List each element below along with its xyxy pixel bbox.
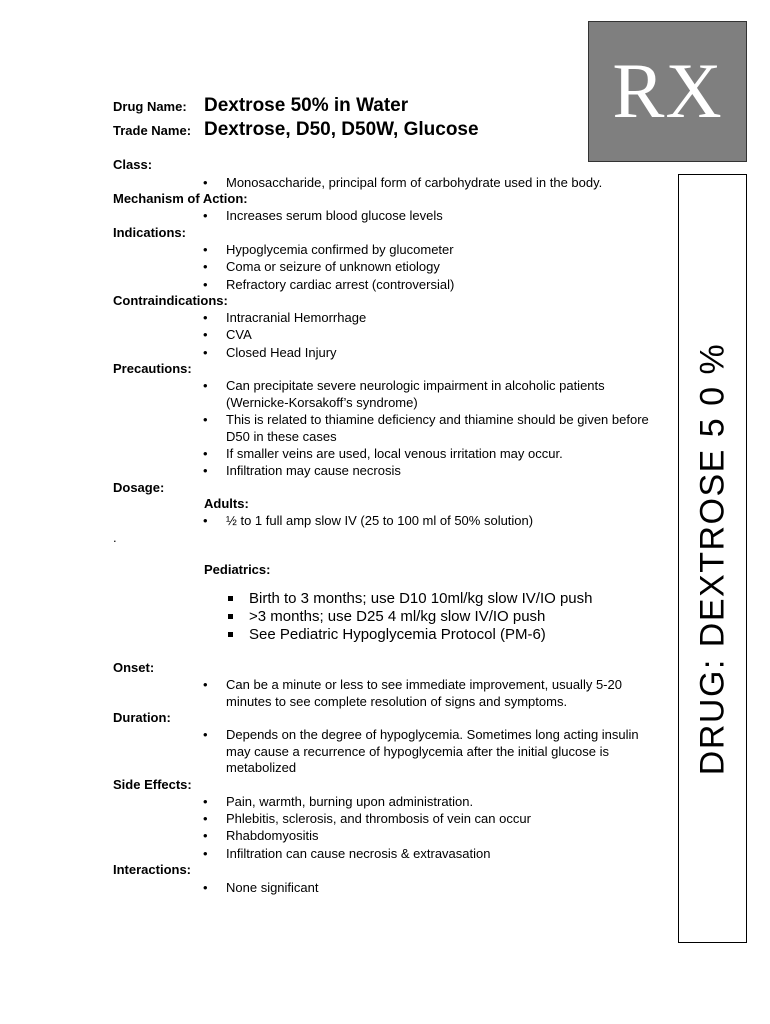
list-item: • None significant (226, 880, 656, 897)
list-item: • Monosaccharide, principal form of carbohydrate used in the body. (226, 175, 656, 192)
section-side-effects-title: Side Effects: (113, 777, 192, 792)
list-item: • CVA (226, 327, 656, 344)
list-item: • This is related to thiamine deficiency and thiamine should be given before D50 in these cases (226, 412, 656, 445)
section-indications-title: Indications: (113, 225, 186, 240)
section-onset-title: Onset: (113, 660, 155, 675)
rx-badge (588, 21, 747, 162)
section-class-title: Class: (113, 157, 153, 172)
section-mechanism-title: Mechanism of Action: (113, 191, 248, 206)
list-item: • Closed Head Injury (226, 345, 656, 362)
list-item: • Infiltration may cause necrosis (226, 463, 656, 480)
section-dosage-title: Dosage: (113, 480, 165, 495)
side-label-box (678, 174, 747, 943)
list-item: • Intracranial Hemorrhage (226, 310, 656, 327)
list-item: >3 months; use D25 4 ml/kg slow IV/IO push (249, 608, 679, 626)
list-item: • ½ to 1 full amp slow IV (25 to 100 ml of 50% solution) (226, 513, 656, 530)
trade-name: Dextrose, D50, D50W, Glucose (204, 119, 479, 140)
list-item: • If smaller veins are used, local venous irritation may occur. (226, 446, 656, 463)
list-item: See Pediatric Hypoglycemia Protocol (PM-6) (249, 626, 679, 644)
adults-label: Adults: (204, 496, 249, 511)
list-item: • Refractory cardiac arrest (controversial) (226, 277, 656, 294)
drug-name-label: Drug Name: (113, 99, 187, 114)
trade-name-label: Trade Name: (113, 123, 192, 138)
list-item: Birth to 3 months; use D10 10ml/kg slow IV/IO push (249, 590, 679, 608)
list-item: • Depends on the degree of hypoglycemia. Sometimes long acting insulin may cause a recurrence of hypoglycemia after the initial glucose is metabolized (226, 727, 656, 777)
list-item: • Coma or seizure of unknown etiology (226, 259, 656, 276)
list-item: • Increases serum blood glucose levels (226, 208, 656, 225)
pediatrics-label: Pediatrics: (204, 562, 271, 577)
list-item: • Hypoglycemia confirmed by glucometer (226, 242, 656, 259)
side-label: DRUG: DEXTROSE 5 0 % (693, 342, 731, 775)
list-item: • Rhabdomyositis (226, 828, 656, 845)
list-item: • Pain, warmth, burning upon administration. (226, 794, 656, 811)
section-precautions-title: Precautions: (113, 361, 192, 376)
rx-label: RX (612, 47, 723, 134)
list-item: • Can be a minute or less to see immediate improvement, usually 5-20 minutes to see complete resolution of signs and symptoms. (226, 677, 656, 710)
stray-mark: . (113, 530, 117, 545)
list-item: • Infiltration can cause necrosis & extravasation (226, 846, 656, 863)
list-item: • Can precipitate severe neurologic impairment in alcoholic patients (Wernicke-Korsakoff’s syndrome) (226, 378, 656, 411)
section-contraindications-title: Contraindications: (113, 293, 228, 308)
section-interactions-title: Interactions: (113, 862, 192, 877)
list-item: • Phlebitis, sclerosis, and thrombosis of vein can occur (226, 811, 656, 828)
drug-name: Dextrose 50% in Water (204, 95, 409, 116)
section-duration-title: Duration: (113, 710, 171, 725)
